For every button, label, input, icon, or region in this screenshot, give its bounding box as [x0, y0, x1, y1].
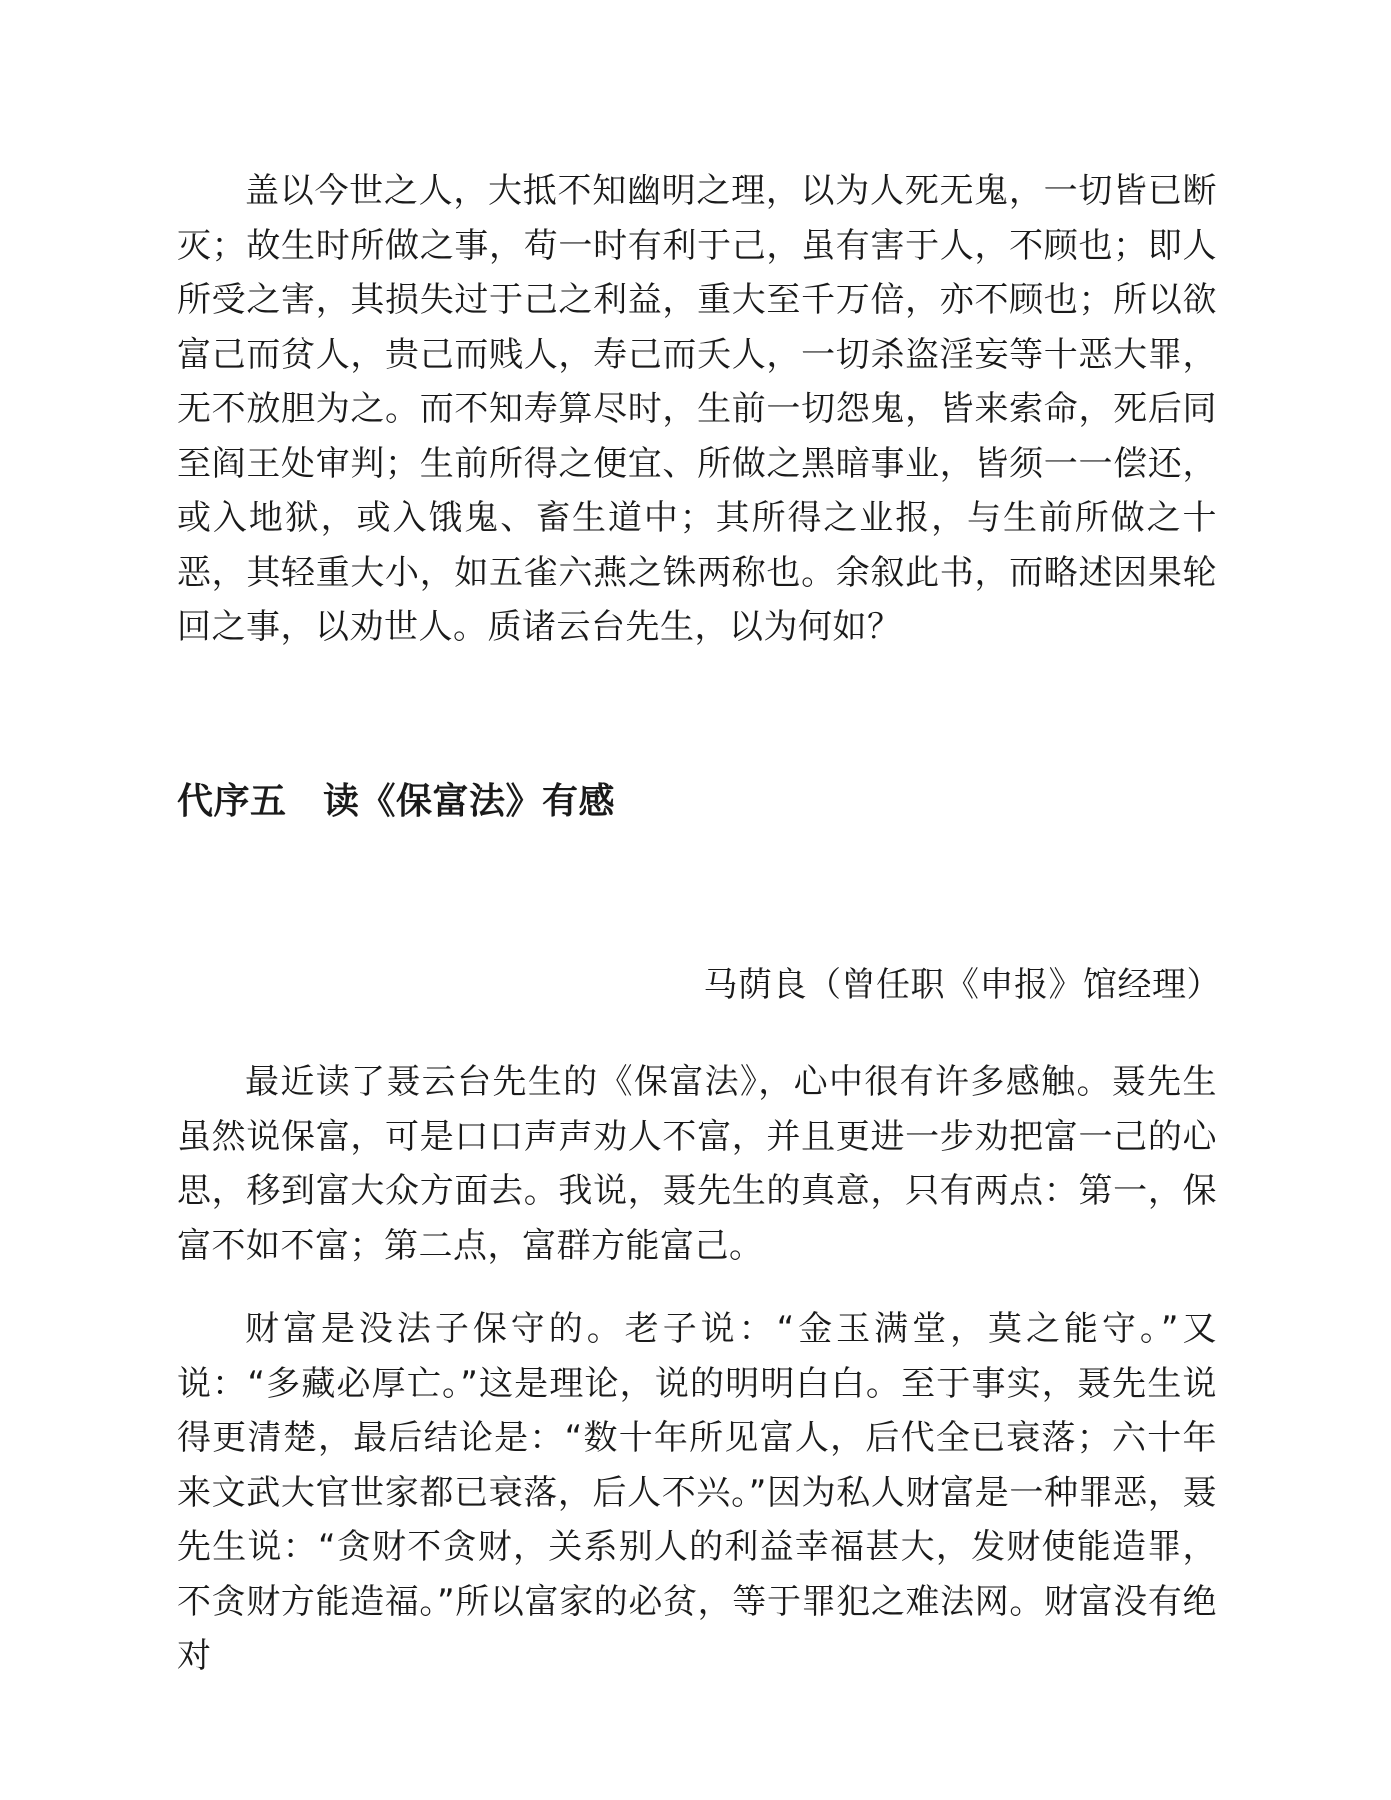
preceding-paragraph: 盖以今世之人，大抵不知幽明之理，以为人死无鬼，一切皆已断灭；故生时所做之事，苟一时有利于己，虽有害于人，不顾也；即人所受之害，其损失过于己之利益，重大至千万倍，亦不顾也；所以欲富己而贫人，贵己而贱人，寿己而夭人，一切杀盗淫妄等十恶大罪，无不放胆为之。而不知寿算尽时，生前一切怨鬼，皆来索命，死后同至阎王处审判；生前所得之便宜、所做之黑暗事业，皆须一一偿还，或入地狱，或入饿鬼、畜生道中；其所得之业报，与生前所做之十恶，其轻重大小，如五雀六燕之铢两称也。余叙此书，而略述因果轮回之事，以劝世人。质诸云台先生，以为何如？ — [177, 171, 1217, 647]
body-paragraph-2: 财富是没法子保守的。老子说：“金玉满堂，莫之能守。”又说：“多藏必厚亡。”这是理论，说的明明白白。至于事实，聂先生说得更清楚，最后结论是：“数十年所见富人，后代全已衰落；六十年来文武大官世家都已衰落，后人不兴。”因为私人财富是一种罪恶，聂先生说：“贪财不贪财，关系别人的利益幸福甚大，发财使能造罪，不贪财方能造福。”所以富家的必贫，等于罪犯之难法网。财富没有绝对 — [177, 1309, 1217, 1676]
section-heading: 代序五 读《保富法》有感 — [177, 781, 616, 822]
author-attribution: 马荫良（曾任职《申报》馆经理） — [703, 965, 1221, 1005]
body-paragraph-1: 最近读了聂云台先生的《保富法》，心中很有许多感触。聂先生虽然说保富，可是口口声声劝人不富，并且更进一步劝把富一己的心思，移到富大众方面去。我说，聂先生的真意，只有两点：第一，保富不如不富；第二点，富群方能富己。 — [177, 1062, 1217, 1266]
